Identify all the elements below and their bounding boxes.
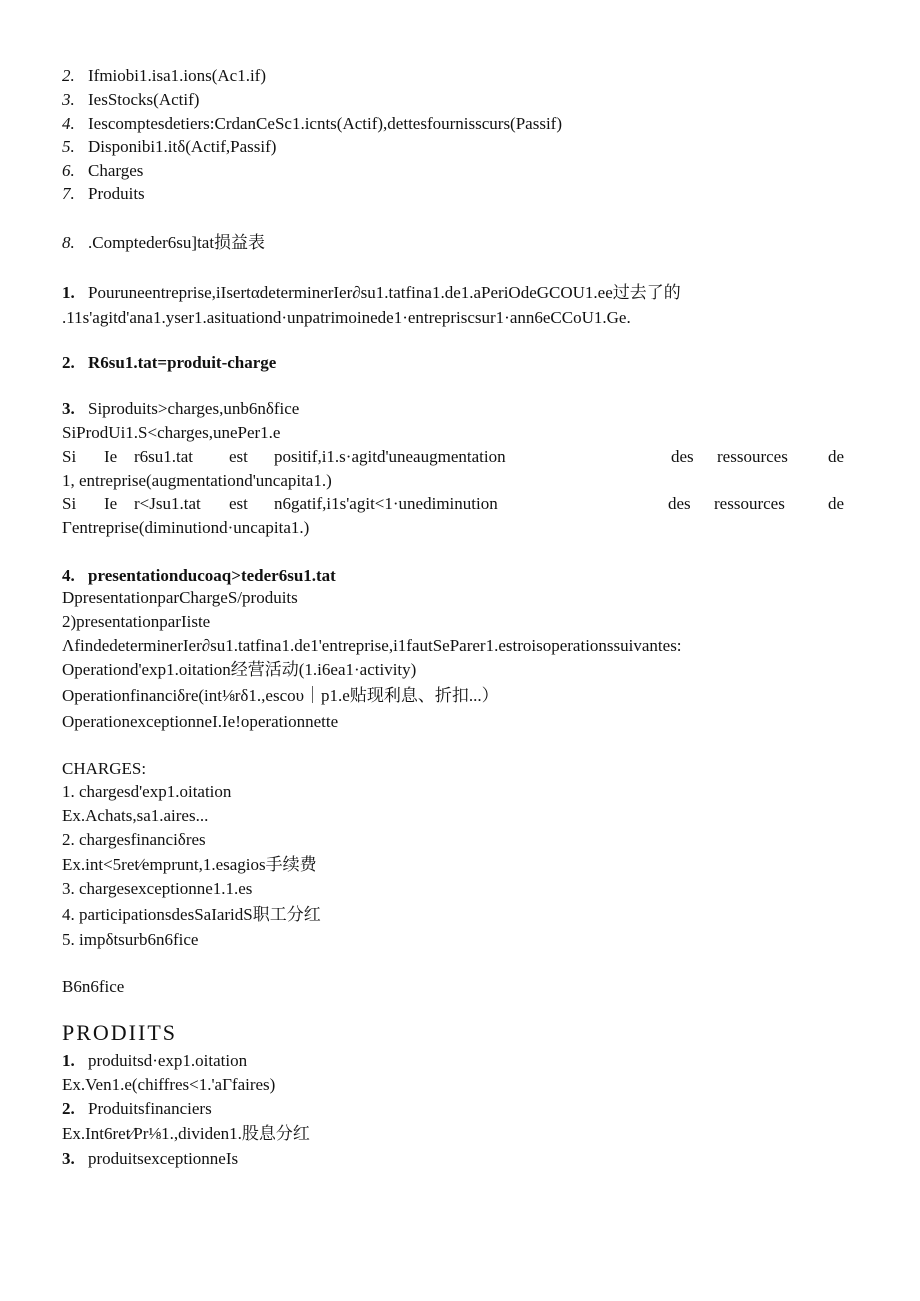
word: positif,i1.s·agitd'uneaugmentation	[274, 447, 506, 466]
section-number: 4.	[62, 566, 75, 585]
word: Si	[62, 494, 77, 513]
section-title: presentationducoaq>teder6su1.tat	[88, 566, 336, 585]
word: Ie	[104, 447, 118, 466]
word: de	[828, 447, 845, 466]
produits-title: PRODIITS	[62, 1020, 178, 1045]
list-text: Produitsfinanciers	[88, 1099, 212, 1118]
word: r<Jsu1.tat	[134, 494, 201, 513]
list-text: produitsd·exp1.oitation	[88, 1051, 248, 1070]
list-item	[62, 161, 143, 181]
charges-line: 5. impδtsurb6n6fice	[62, 930, 199, 949]
produits-item	[62, 1099, 212, 1119]
charges-line: 3. chargesexceptionne1.1.es	[62, 879, 253, 898]
list-text: Produits	[88, 184, 145, 203]
produits-item	[62, 1149, 238, 1169]
list-item-8	[62, 233, 265, 253]
list-item	[62, 137, 276, 157]
charges-line: Ex.int<5ret∕emprunt,1.esagios手续费	[62, 855, 317, 874]
list-text: produitsexceptionneIs	[88, 1149, 239, 1168]
list-text: .Compteder6su]tat损益表	[88, 233, 266, 252]
section-4-line: ΛfindedeterminerIer∂su1.tatfina1.de1'entreprise,i1fautSeParer1.estroisoperationssuivantes:	[62, 636, 682, 655]
charges-line: Ex.Achats,sa1.aires...	[62, 806, 209, 825]
section-4-line: OperationexceptionneI.Ie!operationnette	[62, 712, 339, 731]
list-number: 7.	[62, 184, 75, 203]
word: est	[229, 494, 248, 513]
charges-line: 4. participationsdesSaIaridS职工分红	[62, 905, 321, 924]
list-item	[62, 66, 266, 86]
list-item	[62, 114, 562, 134]
word: r6su1.tat	[134, 447, 194, 466]
section-number: 1.	[62, 283, 75, 302]
produits-example: Ex.Ven1.e(chiffres<1.'aΓfaires)	[62, 1075, 276, 1094]
section-4-line: Operationfinanciδre(int⅛rδ1.,escoυ｜p1.e贴现利息、折扣...）	[62, 686, 499, 705]
section-3-line-1	[62, 399, 299, 419]
word: des	[668, 494, 691, 513]
list-number: 2.	[62, 66, 75, 85]
word: n6gatif,i1s'agit<1·unediminution	[274, 494, 498, 513]
charges-line: 1. chargesd'exp1.oitation	[62, 782, 232, 801]
word: ressources	[717, 447, 788, 466]
list-text: Ifmiobi1.isa1.ions(Ac1.if)	[88, 66, 266, 85]
section-2-heading	[62, 353, 276, 373]
list-number: 3.	[62, 1149, 75, 1168]
list-item	[62, 184, 145, 204]
paragraph-text: Pouruneentreprise,iIsertαdeterminerIer∂su1.tatfina1.de1.aPeriOdeGCOU1.ee过去了的	[88, 283, 681, 302]
word: de	[828, 494, 845, 513]
list-text: Iescomptesdetiers:CrdanCeSc1.icnts(Actif),dettesfournisscurs(Passif)	[88, 114, 562, 133]
list-number: 2.	[62, 1099, 75, 1118]
section-title: R6su1.tat=produit-charge	[88, 353, 277, 372]
section-number: 3.	[62, 399, 75, 418]
section-number: 2.	[62, 353, 75, 372]
list-number: 4.	[62, 114, 75, 133]
section-4-line: DpresentationparChargeS/produits	[62, 588, 298, 607]
list-text: Charges	[88, 161, 144, 180]
word: ressources	[714, 494, 785, 513]
list-number: 5.	[62, 137, 75, 156]
list-number: 3.	[62, 90, 75, 109]
produits-item	[62, 1051, 247, 1071]
list-text: Disponibi1.itδ(Actif,Passif)	[88, 137, 277, 156]
section-1-line-1	[62, 283, 681, 303]
section-3-line-6: Γentreprise(diminutiond·uncapita1.)	[62, 518, 310, 537]
word: des	[671, 447, 694, 466]
paragraph-text: Siproduits>charges,unb6nδfice	[88, 399, 300, 418]
charges-line: 2. chargesfinanciδres	[62, 830, 206, 849]
list-number: 1.	[62, 1051, 75, 1070]
benefice-label: B6n6fice	[62, 977, 125, 996]
list-number: 8.	[62, 233, 75, 252]
section-1-line-2: .11s'agitd'ana1.yser1.asituationd·unpatrimoinede1·entrepriscsur1·ann6eCCoU1.Ge.	[62, 308, 631, 327]
section-4-line: 2)presentationparIiste	[62, 612, 211, 631]
section-3-line-2: SiProdUi1.S<charges,unePer1.e	[62, 423, 281, 442]
section-3-line-4: 1, entreprise(augmentationd'uncapita1.)	[62, 471, 332, 490]
section-4-heading	[62, 566, 336, 586]
list-item	[62, 90, 199, 110]
produits-example: Ex.Int6ret∕Pr⅛1.,dividen1.股息分红	[62, 1124, 310, 1143]
list-text: IesStocks(Actif)	[88, 90, 200, 109]
list-number: 6.	[62, 161, 75, 180]
word: est	[229, 447, 248, 466]
word: Si	[62, 447, 77, 466]
section-4-line: Operationd'exp1.oitation经营活动(1.i6ea1·activity)	[62, 660, 417, 679]
charges-title: CHARGES:	[62, 759, 147, 778]
word: Ie	[104, 494, 118, 513]
